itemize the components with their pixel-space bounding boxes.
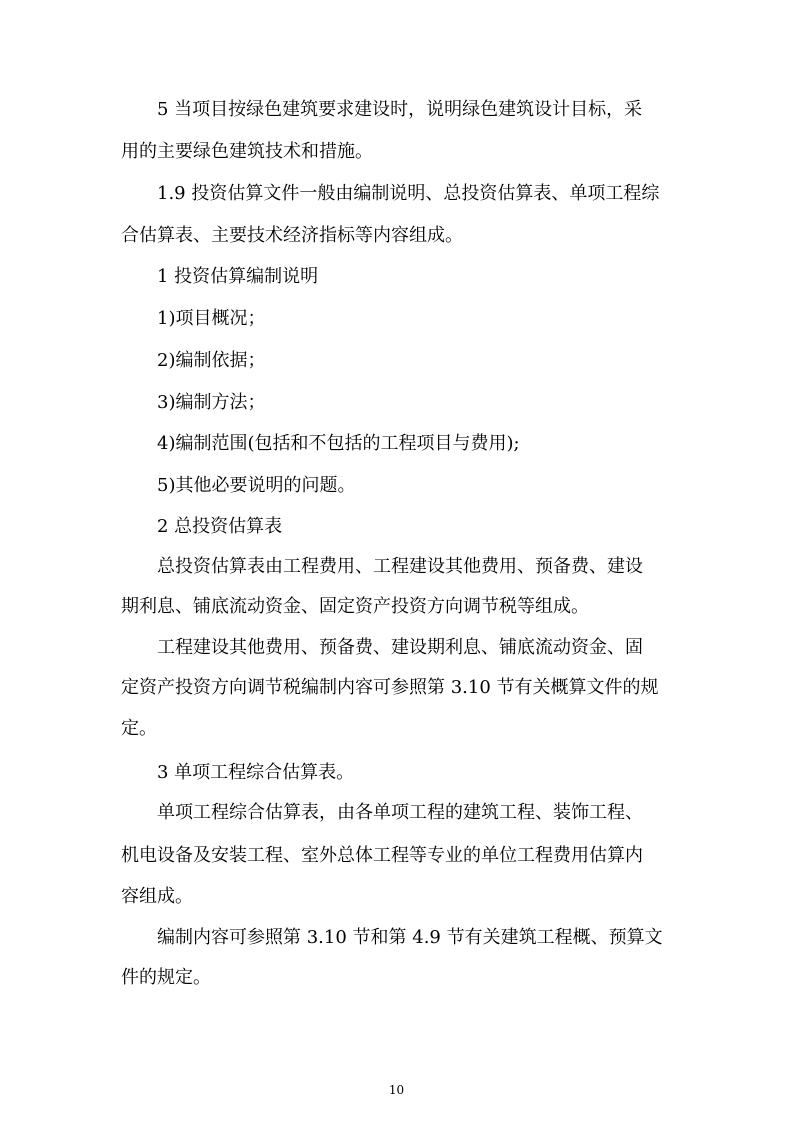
text-line: 用的主要绿色建筑技术和措施。 [121,141,373,162]
text-line: 5)其他必要说明的问题。 [157,475,356,496]
text-line: 单项工程综合估算表，由各单项工程的建筑工程、装饰工程、 [157,802,643,823]
text-line: 4)编制范围(包括和不包括的工程项目与费用); [157,433,520,454]
page-number: 10 [388,1083,405,1097]
text-line: 容组成。 [121,886,193,907]
text-line: 合估算表、主要技术经济指标等内容组成。 [121,225,463,246]
text-line: 机电设备及安装工程、室外总体工程等专业的单位工程费用估算内 [121,845,643,866]
text-line: 2)编制依据； [157,350,266,371]
text-line: 2 总投资估算表 [157,516,283,537]
text-line: 编制内容可参照第 3.10 节和第 4.9 节有关建筑工程概、预算文 [157,927,663,948]
text-line: 工程建设其他费用、预备费、建设期利息、铺底流动资金、固 [157,637,643,658]
text-line: 件的规定。 [121,967,211,988]
text-line: 期利息、铺底流动资金、固定资产投资方向调节税等组成。 [121,596,589,617]
text-line: 1 投资估算编制说明 [157,266,319,287]
text-line: 定资产投资方向调节税编制内容可参照第 3.10 节有关概算文件的规 [121,677,659,698]
text-line: 1)项目概况； [157,308,266,329]
text-line: 总投资估算表由工程费用、工程建设其他费用、预备费、建设 [157,556,643,577]
text-line: 定。 [121,718,157,739]
text-line: 1.9 投资估算文件一般由编制说明、总投资估算表、单项工程综 [157,183,660,204]
text-line: 5 当项目按绿色建筑要求建设时，说明绿色建筑设计目标，采 [157,99,643,120]
text-line: 3)编制方法； [157,392,266,413]
text-line: 3 单项工程综合估算表。 [157,762,355,783]
